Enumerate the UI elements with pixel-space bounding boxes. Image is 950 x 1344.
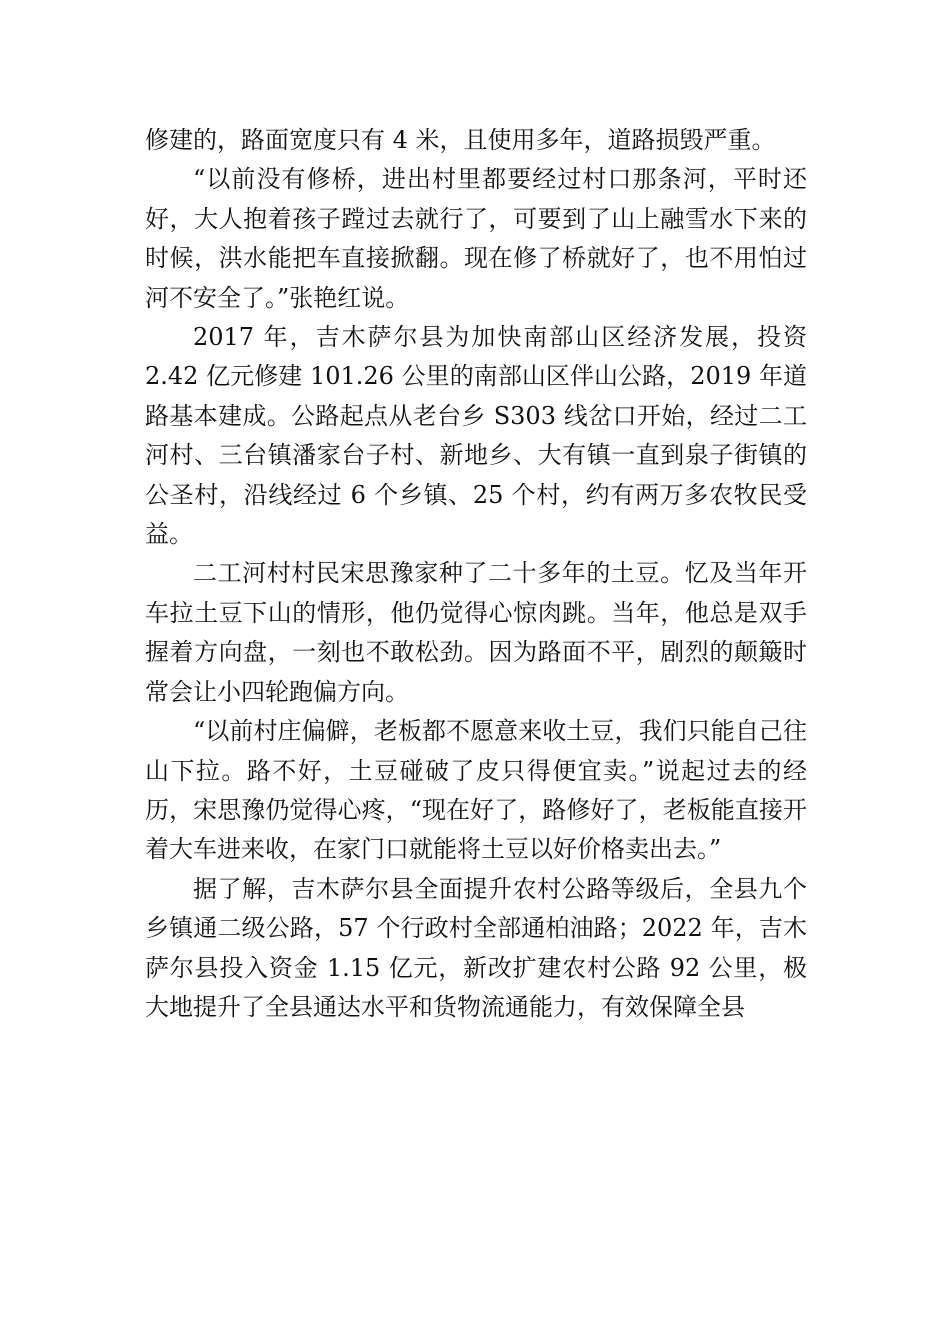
paragraph-road-project: 2017 年，吉木萨尔县为加快南部山区经济发展，投资 2.42 亿元修建 101.26 公里的南部山区伴山公路，2019 年道路基本建成。公路起点从老台乡 S303 线岔口开始，经过二工河村、三台镇潘家台子村、新地乡、大有镇一直到泉子街镇的公圣村，沿线经过 6 个乡镇、25 个村，约有两万多农牧民受益。 bbox=[145, 323, 807, 549]
article-body bbox=[145, 121, 807, 1027]
paragraph-quote-zhang: “以前没有修桥，进出村里都要经过村口那条河，平时还好，大人抱着孩子蹚过去就行了，可要到了山上融雪水下来的时候，洪水能把车直接掀翻。现在修了桥就好了，也不用怕过河不安全了。”张艳红说。 bbox=[145, 165, 807, 312]
paragraph-villager-song: 二工河村村民宋思豫家种了二十多年的土豆。忆及当年开车拉土豆下山的情形，他仍觉得心惊肉跳。当年，他总是双手握着方向盘，一刻也不敢松劲。因为路面不平，剧烈的颠簸时常会让小四轮跑偏方向。 bbox=[145, 559, 807, 706]
paragraph-quote-song: “以前村庄偏僻，老板都不愿意来收土豆，我们只能自己往山下拉。路不好，土豆碰破了皮只得便宜卖。”说起过去的经历，宋思豫仍觉得心疼，“现在好了，路修好了，老板能直接开着大车进来收，在家门口就能将土豆以好价格卖出去。” bbox=[145, 717, 807, 864]
paragraph-county-summary: 据了解，吉木萨尔县全面提升农村公路等级后，全县九个乡镇通二级公路，57 个行政村全部通柏油路；2022 年，吉木萨尔县投入资金 1.15 亿元，新改扩建农村公路 92 公里，极大地提升了全县通达水平和货物流通能力，有效保障全县 bbox=[145, 874, 807, 1021]
paragraph-continued: 修建的，路面宽度只有 4 米，且使用多年，道路损毁严重。 bbox=[145, 126, 776, 154]
